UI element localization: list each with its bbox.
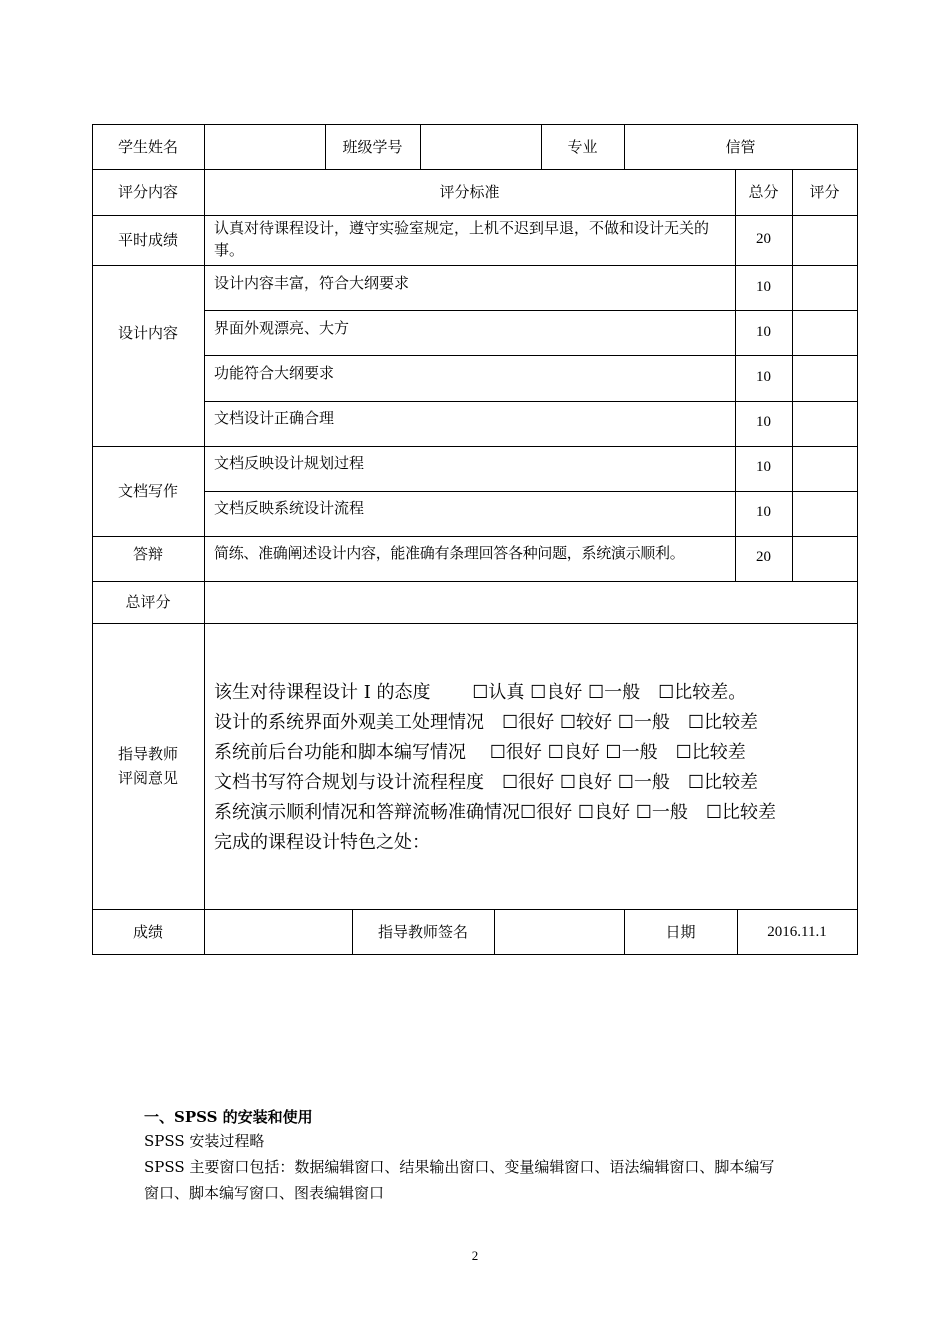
major-value: 信管 [725,137,756,156]
review-function-line: 系统前后台功能和脚本编写情况 ☐很好 ☐良好 ☐一般 ☐比较差 [214,742,746,763]
grade-value[interactable] [205,909,352,954]
points-regular: 20 [756,231,771,247]
category-writing: 文档写作 [117,482,178,500]
points-writing-2: 10 [756,504,771,520]
review-label-line1: 指导教师 [117,745,178,763]
points-design-2: 10 [756,324,771,340]
student-name-label: 学生姓名 [117,137,178,156]
review-ui-line: 设计的系统界面外观美工处理情况 ☐很好 ☐较好 ☐一般 ☐比较差 [214,712,758,733]
section-heading: 一、SPSS 的安装和使用 [144,1108,313,1126]
paragraph-windows-line1: SPSS 主要窗口包括：数据编辑窗口、结果输出窗口、变量编辑窗口、语法编辑窗口、脚本编写 [144,1158,775,1176]
review-label-line2: 评阅意见 [117,769,178,787]
signature-value[interactable] [495,909,624,954]
criteria-defense: 简练、准确阐述设计内容，能准确有条理回答各种问题，系统演示顺利。 [214,544,685,562]
column-total-header: 总分 [748,183,779,201]
points-design-4: 10 [756,414,771,430]
student-name-value[interactable] [205,124,325,169]
points-defense: 20 [756,549,771,565]
total-value[interactable] [205,581,857,623]
criteria-regular: 认真对待课程设计，遵守实验室规定，上机不迟到早退，不做和设计无关的事。 [214,219,710,259]
column-content-header: 评分内容 [117,183,178,201]
column-standard-header: 评分标准 [439,183,500,201]
criteria-design-1: 设计内容丰富，符合大纲要求 [214,274,410,292]
review-attitude-line: 该生对待课程设计 I 的态度 ☐认真 ☐良好 ☐一般 ☐比较差。 [214,682,747,703]
points-design-1: 10 [756,279,771,295]
major-label: 专业 [567,137,598,156]
grade-label: 成绩 [132,922,163,941]
category-design: 设计内容 [117,323,178,342]
signature-label: 指导教师签名 [377,922,468,941]
criteria-design-2: 界面外观漂亮、大方 [214,319,350,337]
review-feature-line: 完成的课程设计特色之处： [214,832,430,853]
review-demo-line: 系统演示顺利情况和答辩流畅准确情况☐很好 ☐良好 ☐一般 ☐比较差 [214,802,776,823]
category-regular: 平时成绩 [117,231,178,249]
score-regular[interactable] [793,215,857,265]
criteria-design-4: 文档设计正确合理 [214,409,335,427]
total-label: 总评分 [125,593,171,611]
review-document-line: 文档书写符合规划与设计流程程度 ☐很好 ☐良好 ☐一般 ☐比较差 [214,772,758,793]
paragraph-windows-line2: 窗口、脚本编写窗口、图表编辑窗口 [144,1184,385,1202]
class-id-label: 班级学号 [342,137,403,156]
criteria-writing-2: 文档反映系统设计流程 [214,499,365,517]
class-id-value[interactable] [421,124,541,169]
paragraph-install: SPSS 安装过程略 [144,1132,265,1150]
date-value: 2016.11.1 [767,923,827,940]
points-design-3: 10 [756,369,771,385]
page-number: 2 [471,1248,479,1263]
category-defense: 答辩 [132,545,163,563]
criteria-design-3: 功能符合大纲要求 [214,364,335,382]
points-writing-1: 10 [756,459,771,475]
column-score-header: 评分 [809,183,840,201]
criteria-writing-1: 文档反映设计规划过程 [214,454,365,472]
date-label: 日期 [665,922,696,941]
